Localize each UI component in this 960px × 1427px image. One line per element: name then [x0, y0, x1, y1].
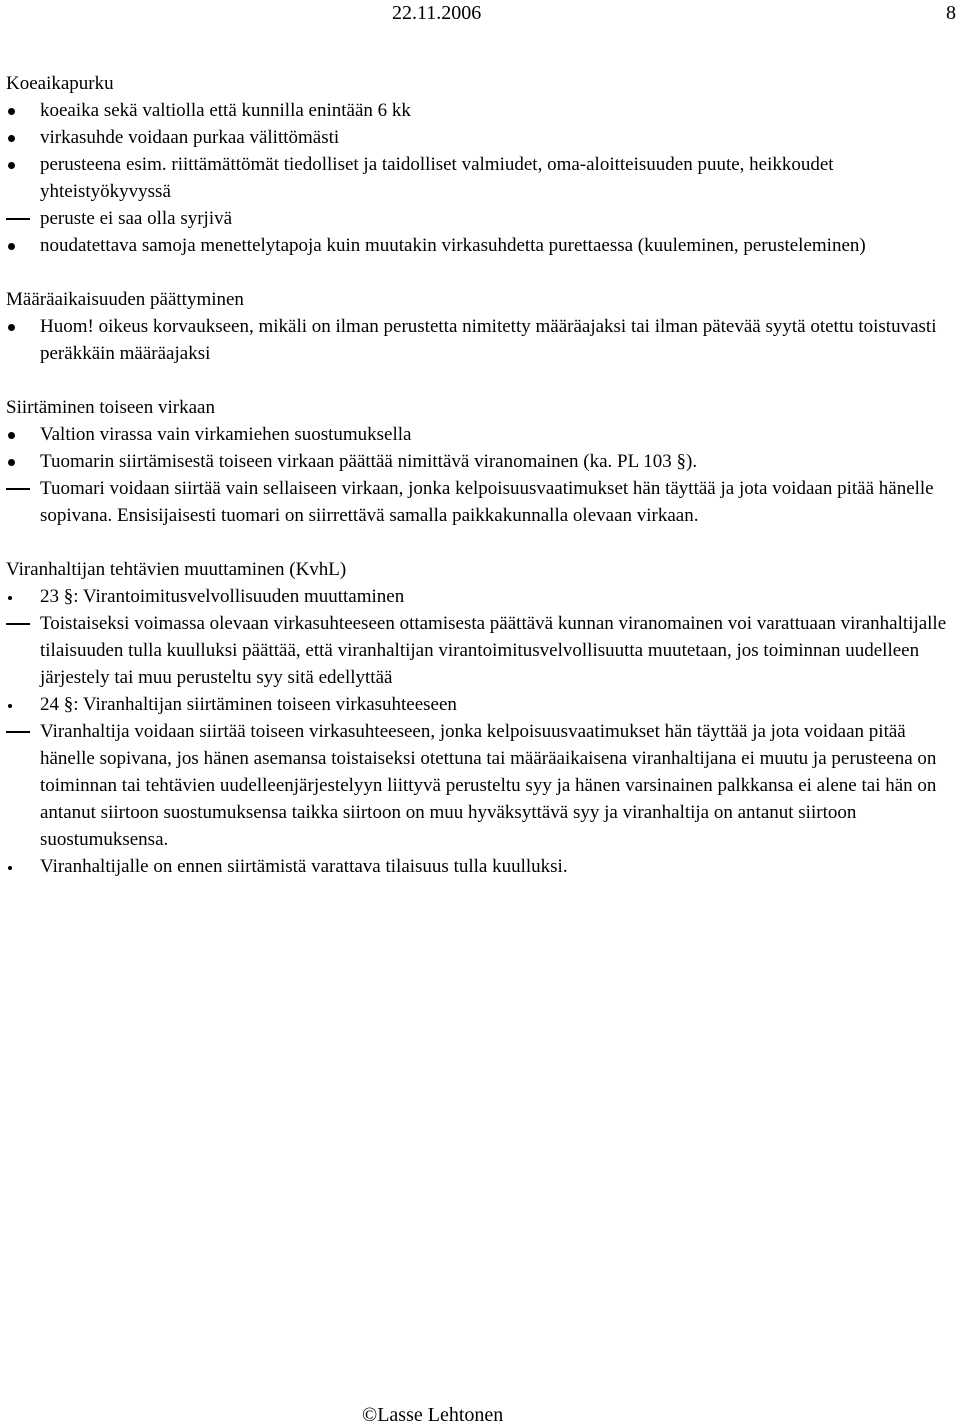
- bullet-icon: [6, 151, 34, 178]
- bullet-icon: [6, 691, 34, 718]
- dash-marker-icon: [6, 610, 34, 637]
- section-heading: Määräaikaisuuden päättyminen: [6, 289, 244, 310]
- bullet-icon: [6, 448, 34, 475]
- list-item-text: Huom! oikeus korvaukseen, mikäli on ilman perustetta nimitetty määräajaksi tai ilman pätevää syytä otettu toistuvasti peräkkäin määräajaksi: [40, 316, 937, 364]
- list-item-text: Viranhaltija voidaan siirtää toiseen virkasuhteeseen, jonka kelpoisuusvaatimukset hän täyttää ja jota voidaan pitää hänelle sopivana, jos hänen asemansa toistaiseksi otettuna tai määräaikaisena viranhaltijana ei muutu ja perusteena on toiminnan tai tehtävien uudelleenjärjestelyyn liittyvä perusteltu syy ja hänen varsinainen palkkansa ei alene tai hän on antanut siirtoon suostumuksensa taikka siirtoon on muu hyväksyttävä syy ja viranhaltija on antanut siirtoon suostumuksensa.: [40, 721, 937, 850]
- list-item: [6, 583, 956, 610]
- footer-copyright: ©Lasse Lehtonen: [362, 1404, 504, 1426]
- section-heading: Koeaikapurku: [6, 73, 114, 94]
- list-item: [6, 718, 956, 853]
- list-item: [6, 475, 956, 529]
- list-item: [6, 232, 956, 259]
- list-item: [6, 610, 956, 691]
- document-body: [6, 70, 956, 880]
- section-heading: Siirtäminen toiseen virkaan: [6, 397, 215, 418]
- list-item-text: virkasuhde voidaan purkaa välittömästi: [40, 127, 340, 148]
- list-item: [6, 691, 956, 718]
- bullet-icon: [6, 232, 34, 259]
- list-item-text: Tuomari voidaan siirtää vain sellaiseen virkaan, jonka kelpoisuusvaatimukset hän täyttää ja jota voidaan pitää hänelle sopivana. Ensisijaisesti tuomari on siirrettävä samalla paikkakunnalla olevaan virkaan.: [40, 478, 934, 526]
- section-gap: [6, 367, 956, 394]
- bullet-icon: [6, 97, 34, 124]
- list-item-text: Tuomarin siirtämisestä toiseen virkaan päättää nimittävä viranomainen (ka. PL 103 §).: [40, 451, 698, 472]
- list-item-text: 23 §: Virantoimitusvelvollisuuden muuttaminen: [40, 586, 405, 607]
- list-item: [6, 313, 956, 367]
- bullet-icon: [6, 583, 34, 610]
- dash-marker-icon: [6, 205, 34, 232]
- list-item: [6, 421, 956, 448]
- list-item-text: Viranhaltijalle on ennen siirtämistä varattava tilaisuus tulla kuulluksi.: [40, 856, 568, 877]
- list-item: [6, 124, 956, 151]
- list-item-text: peruste ei saa olla syrjivä: [40, 208, 233, 229]
- list-item: [6, 853, 956, 880]
- list-item: [6, 205, 956, 232]
- list-item: [6, 448, 956, 475]
- bullet-icon: [6, 853, 34, 880]
- list-item-text: Valtion virassa vain virkamiehen suostumuksella: [40, 424, 412, 445]
- list-item: [6, 151, 956, 205]
- list-item-text: noudatettava samoja menettelytapoja kuin muutakin virkasuhdetta purettaessa (kuuleminen, perusteleminen): [40, 235, 866, 256]
- list-item-text: Toistaiseksi voimassa olevaan virkasuhteeseen ottamisesta päättävä kunnan viranomainen voi varattuaan viranhaltijalle tilaisuuden tulla kuulluksi päättää, että viranhaltijan virantoimitusvelvollisuutta muutetaan, jos toiminnan uudelleen järjestely tai muu perusteltu syy sitä edellyttää: [40, 613, 947, 688]
- dash-marker-icon: [6, 475, 34, 502]
- list-item-text: 24 §: Viranhaltijan siirtäminen toiseen virkasuhteeseen: [40, 694, 457, 715]
- bullet-icon: [6, 421, 34, 448]
- bullet-icon: [6, 124, 34, 151]
- dash-marker-icon: [6, 718, 34, 745]
- header-date: 22.11.2006: [392, 2, 482, 24]
- section-gap: [6, 529, 956, 556]
- bullet-icon: [6, 313, 34, 340]
- list-item-text: perusteena esim. riittämättömät tiedolliset ja taidolliset valmiudet, oma-aloitteisuuden puute, heikkoudet yhteistyökyvyssä: [40, 154, 834, 202]
- list-item-text: koeaika sekä valtiolla että kunnilla enintään 6 kk: [40, 100, 411, 121]
- list-item: [6, 97, 956, 124]
- section-gap: [6, 259, 956, 286]
- page-number: 8: [946, 2, 956, 24]
- section-heading: Viranhaltijan tehtävien muuttaminen (KvhL): [6, 559, 347, 580]
